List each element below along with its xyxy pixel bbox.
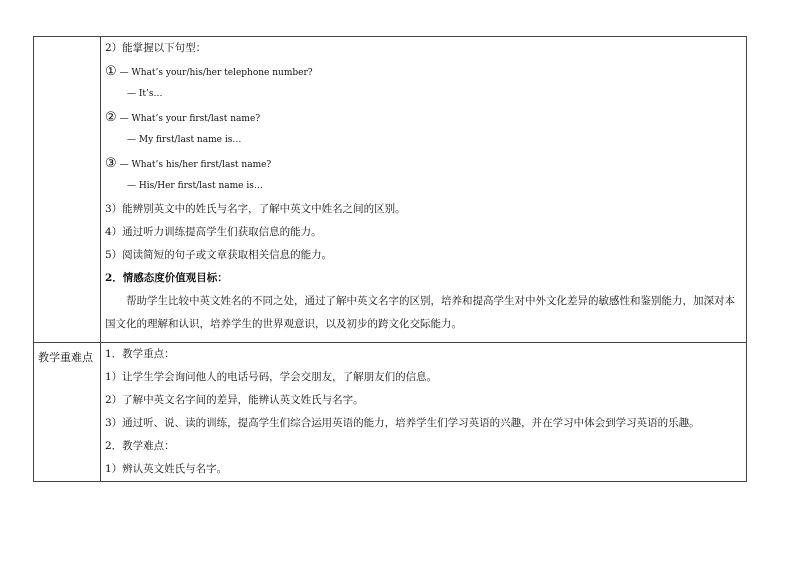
pattern-2-answer: — My first/last name is… [127, 135, 242, 145]
sentence-pattern-1 [105, 60, 740, 83]
table-row-key-points [34, 343, 747, 482]
circled-number-1: ① [105, 64, 117, 79]
key-point-3: 3）通过听、说、读的训练，提高学生们综合运用英语的能力，培养学生们学习英语的兴趣，并在学习中体会到学习英语的乐趣。 [105, 417, 700, 429]
row-label-empty [34, 37, 101, 343]
emotion-goal-paragraph: 帮助学生比较中英文姓名的不同之处，通过了解中英文名字的区别，培养和提高学生对中外文化差异的敏感性和鉴别能力，加深对本国文化的理解和认识，培养学生的世界观意识，以及初步的跨文化交际能力。 [105, 295, 735, 330]
pattern-2-question: — What’s your first/last name? [119, 114, 261, 124]
objective-line-5: 5）阅读简短的句子或文章获取相关信息的能力。 [105, 249, 333, 261]
row-label-key-difficult-points: 教学重难点 [34, 343, 101, 482]
difficult-points-heading: 2．教学难点： [105, 440, 175, 452]
section-heading-emotion: 2．情感态度价值观目标： [105, 272, 228, 284]
pattern-3-question: — What’s his/her first/last name? [119, 160, 272, 170]
pattern-3-answer: — His/Her first/last name is… [127, 181, 263, 191]
sentence-pattern-3 [105, 152, 740, 175]
lesson-plan-table [33, 36, 747, 482]
key-points-heading: 1．教学重点： [105, 348, 175, 360]
key-point-2: 2）了解中英文名字间的差异，能辨认英文姓氏与名字。 [105, 394, 364, 406]
difficult-point-1: 1）辨认英文姓氏与名字。 [105, 463, 228, 475]
pattern-1-answer: — It’s… [127, 89, 163, 99]
objective-line-2: 2）能掌握以下句型： [105, 42, 207, 54]
circled-number-3: ③ [105, 156, 117, 171]
key-points-content-cell [101, 343, 747, 482]
objective-line-4: 4）通过听力训练提高学生们获取信息的能力。 [105, 226, 322, 238]
key-point-1: 1）让学生学会询问他人的电话号码，学会交朋友，了解朋友们的信息。 [105, 371, 438, 383]
objective-line-3: 3）能辨别英文中的姓氏与名字，了解中英文中姓名之间的区别。 [105, 203, 406, 215]
objectives-content-cell [101, 37, 747, 343]
table-row-objectives [34, 37, 747, 343]
circled-number-2: ② [105, 110, 117, 125]
sentence-pattern-2 [105, 106, 740, 129]
pattern-1-question: — What’s your/his/her telephone number? [119, 68, 313, 78]
